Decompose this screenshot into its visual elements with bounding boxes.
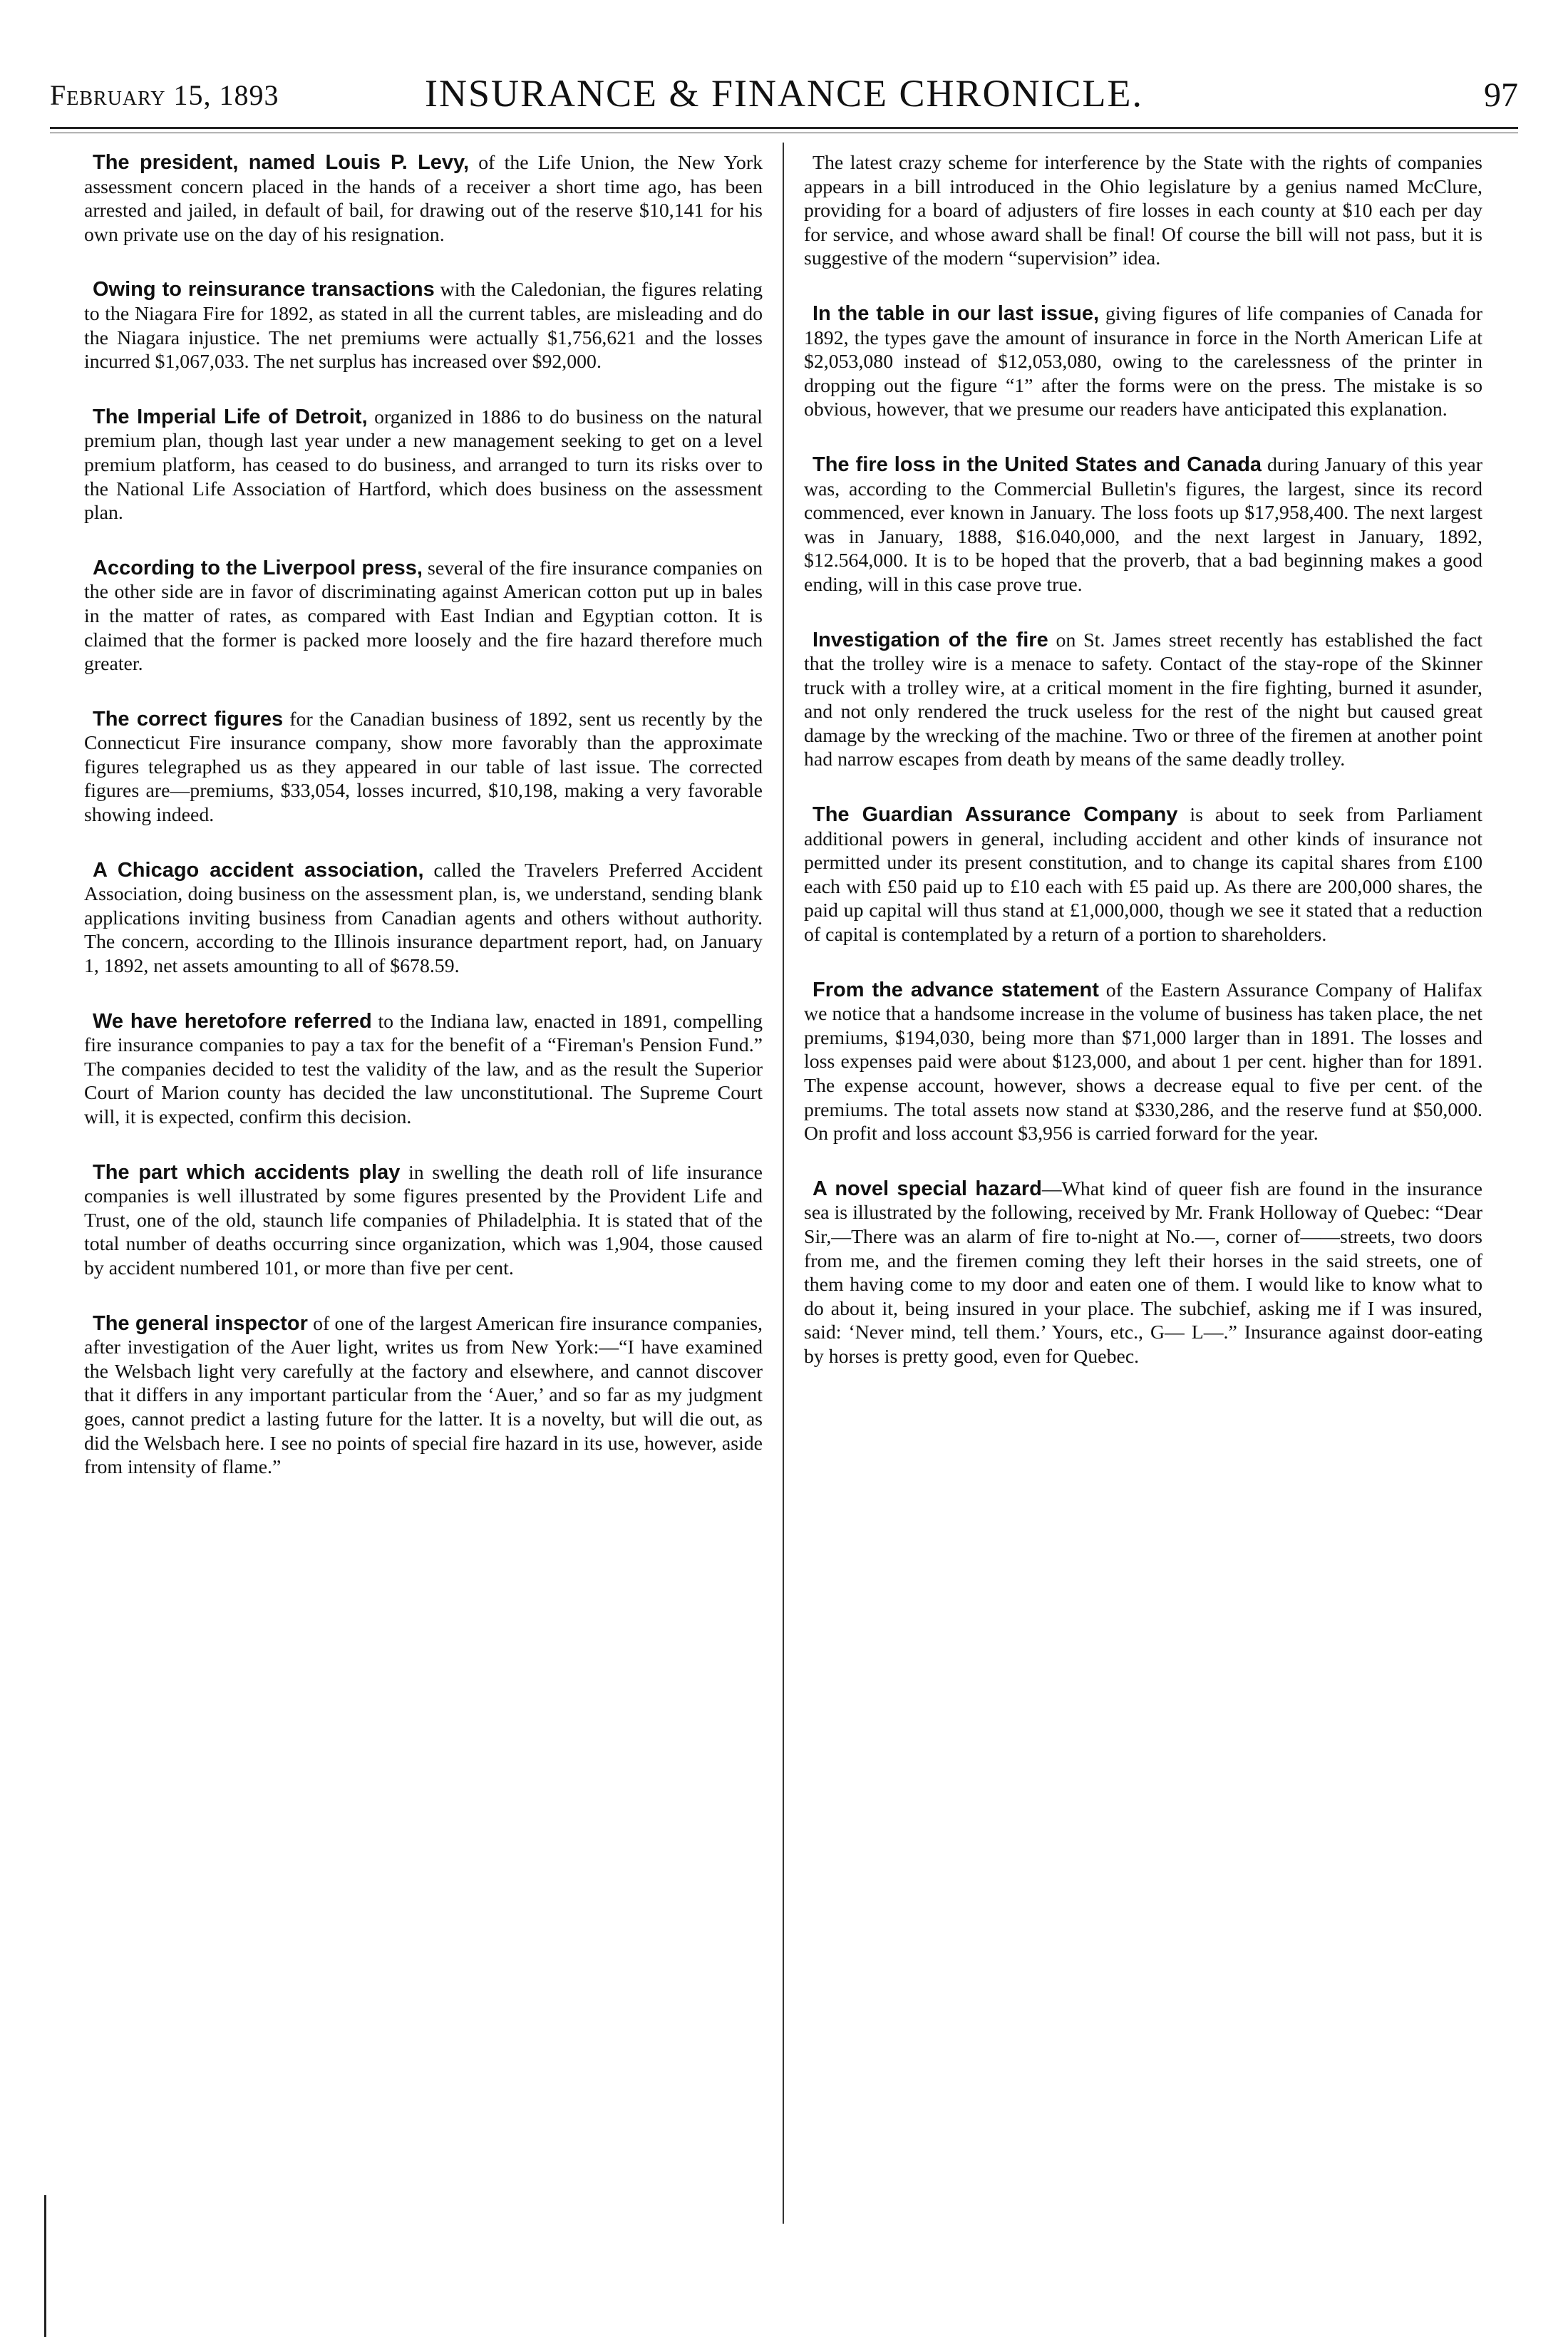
right-column [804,151,1482,1400]
paragraph-text: during January of this year was, according to the Commercial Bulletin's figures, the largest, since its record commenced, ever known in January. The loss foots up $17,958,400. The next largest was in January, 1888, $16.040,000, and the next largest in January, 1892, $12.564,000. It is to be hoped that the proverb, that a bad beginning makes a good ending, will in this case prove true. [804,453,1482,596]
article-paragraph [84,406,763,525]
article-paragraph [804,1177,1482,1369]
page-header [50,71,1518,128]
paragraph-lead: The correct figures [93,707,284,731]
paragraph-text: called the Travelers Preferred Accident Association, doing business on the assessment plan, is, we understand, sending blank applications inviting business from Canadian agents and others without authority. The concern, according to the Illinois insurance department report, had, on January 1, 1892, net assets amounting to all of $678.59. [84,859,763,978]
paragraph-text: —What kind of queer fish are found in the insurance sea is illustrated by the following, received by Mr. Frank Holloway of Quebec: “Dear Sir,—There was an alarm of fire to-night at No.—, corner of——streets, two doors from me, and the firemen coming they left their horses in the said streets, one of them having come to my door and eaten one of them. I would like to know what to do about it, being insured in your place. The subchief, asking me if I was insured, said: ‘Never mind, tell them.’ Yours, etc., G— L—.” Insurance against door-eating by horses is pretty good, even for Quebec. [804,1177,1482,1368]
article-paragraph [804,453,1482,597]
paragraph-text: with the Caledonian, the figures relating to the Niagara Fire for 1892, as stated in all the current tables, are misleading and do the Niagara injustice. The net premiums were actually $1,756,621 and the losses incurred $1,067,033. The net surplus has increased over $92,000. [84,279,763,373]
paragraph-lead: Investigation of the fire [813,628,1048,651]
paragraph-lead: The part which accidents play [93,1160,401,1184]
article-paragraph [804,803,1482,947]
left-column [84,151,763,1511]
article-paragraph [84,708,763,827]
paragraph-text: The latest crazy scheme for interference by the State with the rights of companies appears in a bill introduced in the Ohio legislature by a genius named McClure, providing for a board of adjusters of fire losses in each county at $10 each per day for service, and whose award shall be final! Of course the bill will not pass, but it is suggestive of the modern “supervision” idea. [804,152,1482,270]
article-paragraph [804,151,1482,271]
article-paragraph [84,557,763,676]
article-paragraph [804,979,1482,1146]
paragraph-lead: Owing to reinsurance transactions [93,278,435,301]
paragraph-text: is about to seek from Parliament additional powers in general, including accident and other kinds of insurance not permitted under its present constitution, and to change its capital shares from £100 each with £50 paid up to £10 each with £5 paid up. As there are 200,000 shares, the paid up capital will thus stand at £1,000,000, though we see it stated that a reduction of capital is contemplated by a return of a portion to shareholders. [804,804,1482,946]
paragraph-text: in swelling the death roll of life insurance companies is well illustrated by some figures presented by the Provident Life and Trust, one of the old, staunch life companies of Philadelphia. It is stated that of the total number of deaths occurring since organization, which was 1,904, those caused by accident numbered 101, or more than five per cent. [84,1161,763,1279]
article-paragraph [804,302,1482,422]
paragraph-text: to the Indiana law, enacted in 1891, compelling fire insurance companies to pay a tax for the benefit of a “Fireman's Pension Fund.” The companies decided to test the validity of the law, and as the result the Superior Court of Marion county has decided the law unconstitutional. The Supreme Court will, it is expected, confirm this decision. [84,1010,763,1128]
article-paragraph [84,151,763,247]
paragraph-lead: The fire loss in the United States and Canada [813,453,1262,476]
paragraph-text: of one of the largest American fire insurance companies, after investigation of the Auer light, writes us from New York:—“I have examined the Welsbach light very carefully at the factory and elsewhere, and cannot discover that it differs in any important particular from the ‘Auer,’ and so far as my judgment goes, cannot predict a lasting future for the latter. It is a novelty, but will die out, as did the Welsbach here. I see no points of special fire hazard in its use, however, aside from intensity of flame.” [84,1312,763,1479]
paragraph-lead: A Chicago accident association, [93,858,424,882]
article-paragraph [84,859,763,979]
column-divider [783,143,784,2224]
paragraph-text: for the Canadian business of 1892, sent us recently by the Connecticut Fire insurance company, show more favorably than the approximate figures telegraphed us as they appeared in our table of last issue. The corrected figures are—premiums, $33,054, losses incurred, $10,198, making a very favorable showing indeed. [84,708,763,827]
article-paragraph [84,278,763,373]
paragraph-lead: In the table in our last issue, [813,301,1100,325]
paragraph-lead: A novel special hazard [813,1177,1042,1200]
paragraph-text: several of the fire insurance companies on the other side are in favor of discriminating against American cotton put up in bales in the matter of rates, as compared with East Indian and Egyptian cotton. It is claimed that the former is packed more loosely and the fire hazard therefore much greater. [84,557,763,676]
paragraph-lead: The president, named Louis P. Levy, [93,151,470,174]
paragraph-lead: The general inspector [93,1311,308,1335]
paragraph-text: of the Eastern Assurance Company of Halifax we notice that a handsome increase in the volume of business has taken place, the net premiums, $194,030, being more than $71,000 larger than in 1891. The losses and loss expenses paid were about $123,000, and about 1 per cent. higher than for 1891. The expense account, however, shows a decrease equal to five per cent. of the premiums. The total assets now stand at $330,286, and the reserve fund at $50,000. On profit and loss account $3,956 is carried forward for the year. [804,979,1482,1145]
article-paragraph [84,1312,763,1480]
paragraph-text: organized in 1886 to do business on the natural premium plan, though last year under a new management seeking to get on a level premium platform, has ceased to do business, and arranged to turn its risks over to the National Life Association of Hartford, which does business on the assessment plan. [84,406,763,525]
paragraph-lead: The Imperial Life of Detroit, [93,405,368,428]
paragraph-text: on St. James street recently has established the fact that the trolley wire is a menace to safety. Contact of the stay-rope of the Skinner truck with a trolley wire, at a critical moment in the fire fighting, burned it asunder, and not only rendered the truck useless for the rest of the night but caused great damage by the wrecking of the machine. Two or three of the firemen at another point had narrow escapes from death by means of the same deadly trolley. [804,629,1482,771]
paragraph-text: of the Life Union, the New York assessment concern placed in the hands of a receiver a short time ago, has been arrested and jailed, in default of bail, for drawing out of the reserve $10,141 for his own private use on the day of his resignation. [84,152,763,246]
article-paragraph [84,1010,763,1130]
article-paragraph [84,1161,763,1281]
page-number: 97 [1484,76,1518,114]
paragraph-lead: The Guardian Assurance Company [813,803,1178,827]
issue-date: February 15, 1893 [50,79,279,111]
paragraph-lead: We have heretofore referred [93,1009,372,1033]
publication-title: INSURANCE & FINANCE CHRONICLE. [424,72,1144,115]
paragraph-text: giving figures of life companies of Canada for 1892, the types gave the amount of insurance in force in the North American Life at $2,053,080 instead of $12,053,080, owing to the carelessness of the printer in dropping out the figure “1” after the forms were on the press. The mistake is so obvious, however, that we presume our readers have anticipated this explanation. [804,302,1482,421]
article-paragraph [804,629,1482,773]
header-rule [50,127,1518,129]
paragraph-lead: According to the Liverpool press, [93,556,423,579]
margin-line [44,2195,46,2337]
paragraph-lead: From the advance statement [813,978,1099,1001]
